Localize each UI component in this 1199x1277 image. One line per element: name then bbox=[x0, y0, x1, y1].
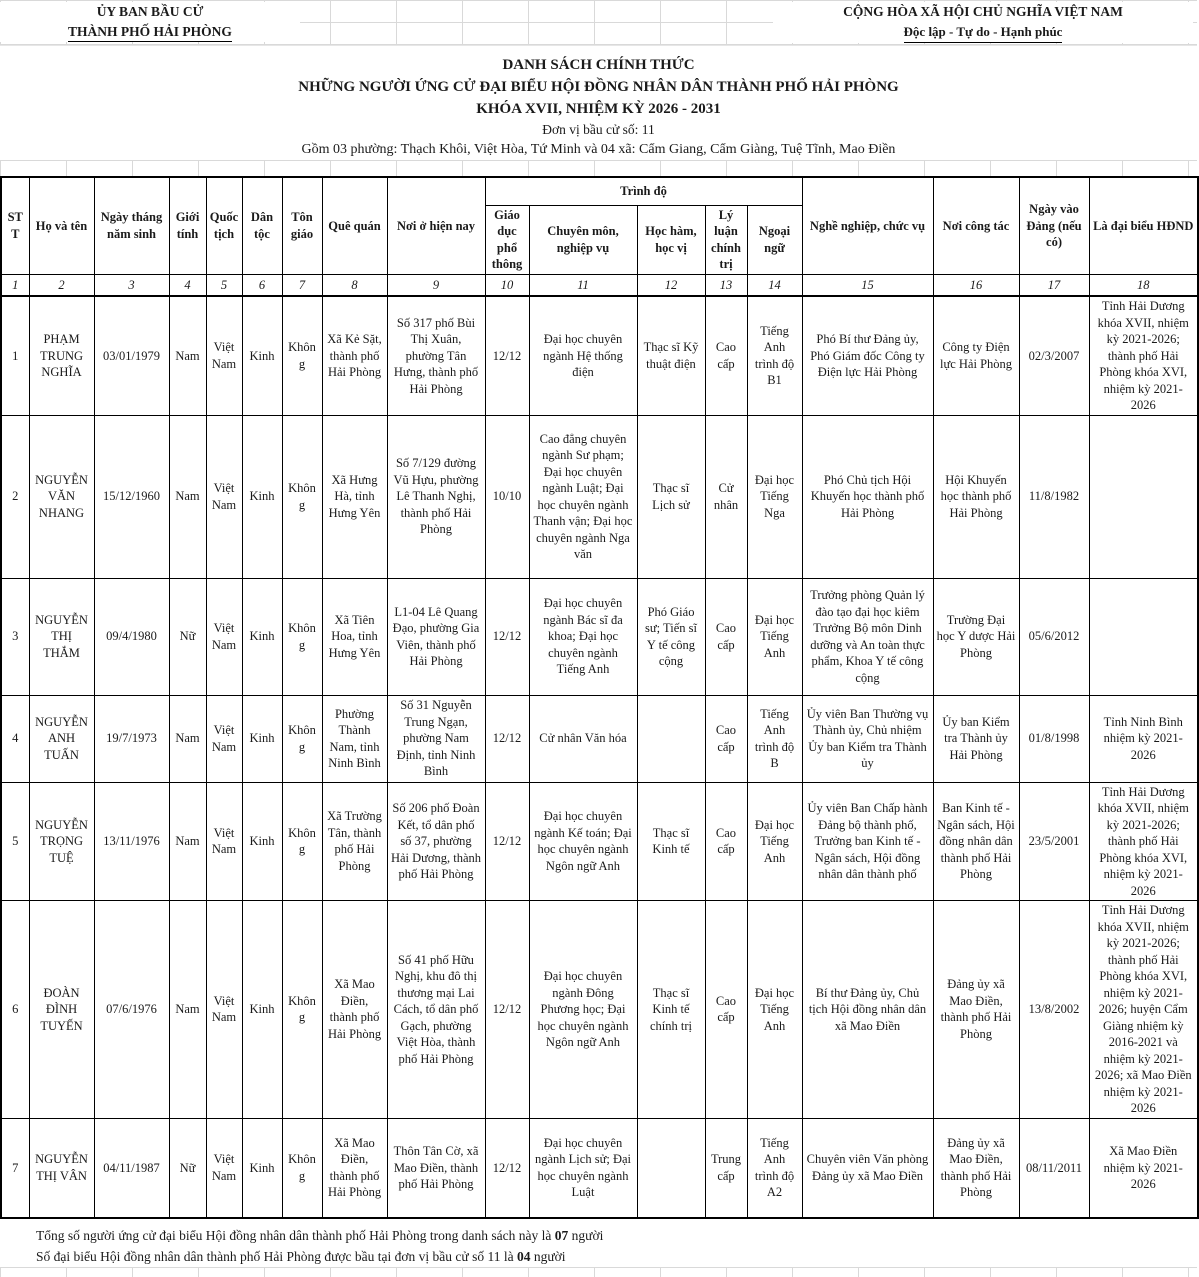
cell-col9: Số 206 phố Đoàn Kết, tổ dân phố số 37, phường Hải Dương, thành phố Hải Phòng bbox=[387, 782, 485, 901]
col-header-gender: Giới tính bbox=[169, 177, 206, 274]
cell-col18: Tỉnh Hải Dương khóa XVII, nhiệm kỳ 2021-2026; thành phố Hải Phòng khóa XVI, nhiệm kỳ 2021-2026 bbox=[1089, 782, 1198, 901]
cell-col15: Chuyên viên Văn phòng Đảng ủy xã Mao Điền bbox=[802, 1118, 933, 1218]
cell-col16: Đảng ủy xã Mao Điền, thành phố Hải Phòng bbox=[933, 901, 1019, 1119]
cell-col17: 23/5/2001 bbox=[1019, 782, 1089, 901]
table-row bbox=[1, 296, 1198, 415]
cell-col5: Việt Nam bbox=[206, 695, 242, 782]
column-number: 18 bbox=[1089, 274, 1198, 296]
cell-col11: Đại học chuyên ngành Hệ thống điện bbox=[529, 296, 637, 415]
col-header-council-member: Là đại biểu HĐND bbox=[1089, 177, 1198, 274]
cell-col8: Xã Trường Tân, thành phố Hải Phòng bbox=[322, 782, 387, 901]
cell-col18: Xã Mao Điền nhiệm kỳ 2021-2026 bbox=[1089, 1118, 1198, 1218]
national-motto-line2: Độc lập - Tự do - Hạnh phúc bbox=[904, 23, 1063, 43]
cell-col2: ĐOÀN ĐÌNH TUYẾN bbox=[29, 901, 94, 1119]
cell-col12: Thạc sĩ Kinh tế chính trị bbox=[637, 901, 705, 1119]
cell-col2: PHẠM TRUNG NGHĨA bbox=[29, 296, 94, 415]
wards-communes-line: Gồm 03 phường: Thạch Khôi, Việt Hòa, Tứ Minh và 04 xã: Cẩm Giang, Cẩm Giàng, Tuệ Tĩnh, Mao Điền bbox=[301, 142, 896, 157]
column-number: 10 bbox=[485, 274, 529, 296]
column-number: 14 bbox=[747, 274, 802, 296]
cell-col12: Phó Giáo sư; Tiến sĩ Y tế công cộng bbox=[637, 578, 705, 695]
cell-col12 bbox=[637, 695, 705, 782]
title-line1: DANH SÁCH CHÍNH THỨC bbox=[502, 57, 695, 73]
cell-col13: Cử nhân bbox=[705, 415, 747, 578]
cell-col15: Bí thư Đảng ủy, Chủ tịch Hội đồng nhân dân xã Mao Điền bbox=[802, 901, 933, 1119]
cell-col5: Việt Nam bbox=[206, 296, 242, 415]
col-header-political-theory: Lý luận chính trị bbox=[705, 205, 747, 274]
cell-col13: Cao cấp bbox=[705, 782, 747, 901]
col-header-education: Giáo dục phổ thông bbox=[485, 205, 529, 274]
cell-col18: Tỉnh Hải Dương khóa XVII, nhiệm kỳ 2021-2026; thành phố Hải Phòng khóa XVI, nhiệm kỳ 2021-2026 bbox=[1089, 296, 1198, 415]
cell-col15: Trưởng phòng Quản lý đào tạo đại học kiêm Trưởng Bộ môn Dinh dưỡng và An toàn thực phẩm, Khoa Y tế công cộng bbox=[802, 578, 933, 695]
cell-col6: Kinh bbox=[242, 901, 282, 1119]
cell-col4: Nam bbox=[169, 415, 206, 578]
cell-col7: Không bbox=[282, 578, 322, 695]
table-header bbox=[1, 177, 1198, 296]
column-number: 12 bbox=[637, 274, 705, 296]
cell-col13: Cao cấp bbox=[705, 695, 747, 782]
table-row bbox=[1, 695, 1198, 782]
col-header-stt: STT bbox=[1, 177, 29, 274]
cell-col6: Kinh bbox=[242, 578, 282, 695]
cell-col4: Nữ bbox=[169, 1118, 206, 1218]
cell-col2: NGUYỄN THỊ VÂN bbox=[29, 1118, 94, 1218]
cell-col10: 12/12 bbox=[485, 695, 529, 782]
cell-col10: 12/12 bbox=[485, 901, 529, 1119]
cell-col11: Đại học chuyên ngành Kế toán; Đại học chuyên ngành Ngôn ngữ Anh bbox=[529, 782, 637, 901]
cell-col7: Không bbox=[282, 415, 322, 578]
cell-col7: Không bbox=[282, 1118, 322, 1218]
cell-col10: 12/12 bbox=[485, 578, 529, 695]
grid-spacer-bottom bbox=[0, 1267, 1197, 1277]
total-candidates-count: 07 bbox=[554, 1228, 569, 1243]
cell-col11: Đại học chuyên ngành Bác sĩ đa khoa; Đại học chuyên ngành Tiếng Anh bbox=[529, 578, 637, 695]
cell-col14: Tiếng Anh trình độ A2 bbox=[747, 1118, 802, 1218]
column-number: 5 bbox=[206, 274, 242, 296]
cell-col5: Việt Nam bbox=[206, 415, 242, 578]
cell-col4: Nam bbox=[169, 695, 206, 782]
column-number: 13 bbox=[705, 274, 747, 296]
column-number: 1 bbox=[1, 274, 29, 296]
cell-col17: 08/11/2011 bbox=[1019, 1118, 1089, 1218]
document-title bbox=[0, 46, 1197, 160]
cell-col1: 1 bbox=[1, 296, 29, 415]
footer-seats-elected: Số đại biểu Hội đồng nhân dân thành phố Hải Phòng được bầu tại đơn vị bầu cử số 11 là 04 người bbox=[36, 1249, 566, 1264]
cell-col15: Phó Chủ tịch Hội Khuyến học thành phố Hải Phòng bbox=[802, 415, 933, 578]
column-number: 7 bbox=[282, 274, 322, 296]
cell-col13: Trung cấp bbox=[705, 1118, 747, 1218]
cell-col18 bbox=[1089, 578, 1198, 695]
column-numbers-row bbox=[1, 274, 1198, 296]
cell-col3: 13/11/1976 bbox=[94, 782, 169, 901]
table-row bbox=[1, 415, 1198, 578]
cell-col9: Số 7/129 đường Vũ Hựu, phường Lê Thanh Nghị, thành phố Hải Phòng bbox=[387, 415, 485, 578]
letterhead bbox=[0, 0, 1197, 46]
title-line3: KHÓA XVII, NHIỆM KỲ 2026 - 2031 bbox=[476, 101, 721, 117]
cell-col5: Việt Nam bbox=[206, 1118, 242, 1218]
seats-count: 04 bbox=[516, 1249, 531, 1264]
cell-col5: Việt Nam bbox=[206, 901, 242, 1119]
cell-col16: Đảng ủy xã Mao Điền, thành phố Hải Phòng bbox=[933, 1118, 1019, 1218]
cell-col9: Thôn Tân Cờ, xã Mao Điền, thành phố Hải Phòng bbox=[387, 1118, 485, 1218]
column-number: 3 bbox=[94, 274, 169, 296]
cell-col6: Kinh bbox=[242, 695, 282, 782]
cell-col17: 02/3/2007 bbox=[1019, 296, 1089, 415]
cell-col3: 03/01/1979 bbox=[94, 296, 169, 415]
cell-col1: 7 bbox=[1, 1118, 29, 1218]
col-header-workplace: Nơi công tác bbox=[933, 177, 1019, 274]
national-motto-line1: CỘNG HÒA XÃ HỘI CHỦ NGHĨA VIỆT NAM bbox=[843, 4, 1123, 19]
summary-footer bbox=[0, 1219, 1197, 1267]
cell-col8: Xã Hưng Hà, tỉnh Hưng Yên bbox=[322, 415, 387, 578]
cell-col6: Kinh bbox=[242, 1118, 282, 1218]
cell-col17: 01/8/1998 bbox=[1019, 695, 1089, 782]
col-header-profession: Chuyên môn, nghiệp vụ bbox=[529, 205, 637, 274]
cell-col3: 09/4/1980 bbox=[94, 578, 169, 695]
cell-col6: Kinh bbox=[242, 296, 282, 415]
cell-col8: Xã Tiên Hoa, tỉnh Hưng Yên bbox=[322, 578, 387, 695]
col-header-foreign-language: Ngoại ngữ bbox=[747, 205, 802, 274]
column-number: 17 bbox=[1019, 274, 1089, 296]
cell-col11: Đại học chuyên ngành Đông Phương học; Đại học chuyên ngành Ngôn ngữ Anh bbox=[529, 901, 637, 1119]
col-header-nationality: Quốc tịch bbox=[206, 177, 242, 274]
cell-col1: 3 bbox=[1, 578, 29, 695]
cell-col16: Công ty Điện lực Hải Phòng bbox=[933, 296, 1019, 415]
cell-col13: Cao cấp bbox=[705, 296, 747, 415]
cell-col14: Đại học Tiếng Anh bbox=[747, 901, 802, 1119]
cell-col9: Số 317 phố Bùi Thị Xuân, phường Tân Hưng, thành phố Hải Phòng bbox=[387, 296, 485, 415]
cell-col15: Ủy viên Ban Chấp hành Đảng bộ thành phố, Trưởng ban Kinh tế - Ngân sách, Hội đồng nhân dân thành phố bbox=[802, 782, 933, 901]
cell-col2: NGUYỄN VĂN NHANG bbox=[29, 415, 94, 578]
cell-col14: Đại học Tiếng Nga bbox=[747, 415, 802, 578]
cell-col16: Ủy ban Kiểm tra Thành ủy Hải Phòng bbox=[933, 695, 1019, 782]
cell-col8: Xã Kẻ Sặt, thành phố Hải Phòng bbox=[322, 296, 387, 415]
col-header-name: Họ và tên bbox=[29, 177, 94, 274]
cell-col12 bbox=[637, 1118, 705, 1218]
cell-col3: 07/6/1976 bbox=[94, 901, 169, 1119]
col-header-hometown: Quê quán bbox=[322, 177, 387, 274]
column-number: 15 bbox=[802, 274, 933, 296]
cell-col4: Nam bbox=[169, 782, 206, 901]
table-body bbox=[1, 296, 1198, 1218]
cell-col15: Ủy viên Ban Thường vụ Thành ủy, Chủ nhiệm Ủy ban Kiểm tra Thành ủy bbox=[802, 695, 933, 782]
cell-col12: Thạc sĩ Kỹ thuật điện bbox=[637, 296, 705, 415]
cell-col4: Nữ bbox=[169, 578, 206, 695]
cell-col3: 19/7/1973 bbox=[94, 695, 169, 782]
cell-col18 bbox=[1089, 415, 1198, 578]
cell-col8: Phường Thành Nam, tỉnh Ninh Bình bbox=[322, 695, 387, 782]
cell-col16: Hội Khuyến học thành phố Hải Phòng bbox=[933, 415, 1019, 578]
cell-col6: Kinh bbox=[242, 415, 282, 578]
cell-col14: Đại học Tiếng Anh bbox=[747, 578, 802, 695]
cell-col13: Cao cấp bbox=[705, 578, 747, 695]
cell-col2: NGUYỄN TRỌNG TUỆ bbox=[29, 782, 94, 901]
cell-col5: Việt Nam bbox=[206, 578, 242, 695]
cell-col7: Không bbox=[282, 695, 322, 782]
col-header-occupation: Nghề nghiệp, chức vụ bbox=[802, 177, 933, 274]
column-number: 16 bbox=[933, 274, 1019, 296]
col-group-qualifications: Trình độ bbox=[485, 177, 802, 205]
cell-col9: Số 41 phố Hữu Nghị, khu đô thị thương mại Lai Cách, tổ dân phố Gạch, phường Việt Hòa, thành phố Hải Phòng bbox=[387, 901, 485, 1119]
col-header-religion: Tôn giáo bbox=[282, 177, 322, 274]
candidates-table bbox=[0, 176, 1199, 1219]
col-header-academic: Học hàm, học vị bbox=[637, 205, 705, 274]
column-number: 6 bbox=[242, 274, 282, 296]
cell-col10: 12/12 bbox=[485, 782, 529, 901]
org-name-line1: ỦY BAN BẦU CỬ bbox=[96, 4, 204, 19]
cell-col14: Tiếng Anh trình độ B1 bbox=[747, 296, 802, 415]
cell-col4: Nam bbox=[169, 901, 206, 1119]
cell-col7: Không bbox=[282, 296, 322, 415]
cell-col18: Tỉnh Hải Dương khóa XVII, nhiệm kỳ 2021-2026; thành phố Hải Phòng khóa XVI, nhiệm kỳ 2021-2026; huyện Cẩm Giàng nhiệm kỳ 2016-2021 và nhiệm kỳ 2021-2026; xã Mao Điền nhiệm kỳ 2021-2026 bbox=[1089, 901, 1198, 1119]
cell-col10: 12/12 bbox=[485, 1118, 529, 1218]
table-row bbox=[1, 901, 1198, 1119]
cell-col16: Ban Kinh tế - Ngân sách, Hội đồng nhân dân thành phố Hải Phòng bbox=[933, 782, 1019, 901]
cell-col17: 11/8/1982 bbox=[1019, 415, 1089, 578]
col-header-ethnicity: Dân tộc bbox=[242, 177, 282, 274]
cell-col11: Cao đẳng chuyên ngành Sư phạm; Đại học chuyên ngành Luật; Đại học chuyên ngành Thanh vận; Đại học chuyên ngành Nga văn bbox=[529, 415, 637, 578]
cell-col1: 2 bbox=[1, 415, 29, 578]
cell-col11: Cử nhân Văn hóa bbox=[529, 695, 637, 782]
column-number: 9 bbox=[387, 274, 485, 296]
cell-col12: Thạc sĩ Kinh tế bbox=[637, 782, 705, 901]
cell-col8: Xã Mao Điền, thành phố Hải Phòng bbox=[322, 901, 387, 1119]
cell-col1: 4 bbox=[1, 695, 29, 782]
title-line2: NHỮNG NGƯỜI ỨNG CỬ ĐẠI BIỂU HỘI ĐỒNG NHÂN DÂN THÀNH PHỐ HẢI PHÒNG bbox=[298, 79, 899, 95]
cell-col14: Đại học Tiếng Anh bbox=[747, 782, 802, 901]
election-unit-line: Đơn vị bầu cử số: 11 bbox=[542, 122, 655, 137]
cell-col5: Việt Nam bbox=[206, 782, 242, 901]
column-number: 2 bbox=[29, 274, 94, 296]
cell-col10: 10/10 bbox=[485, 415, 529, 578]
table-row bbox=[1, 1118, 1198, 1218]
cell-col14: Tiếng Anh trình độ B bbox=[747, 695, 802, 782]
cell-col3: 04/11/1987 bbox=[94, 1118, 169, 1218]
cell-col2: NGUYỄN ANH TUẤN bbox=[29, 695, 94, 782]
cell-col7: Không bbox=[282, 901, 322, 1119]
cell-col13: Cao cấp bbox=[705, 901, 747, 1119]
table-row bbox=[1, 782, 1198, 901]
cell-col9: L1-04 Lê Quang Đạo, phường Gia Viên, thành phố Hải Phòng bbox=[387, 578, 485, 695]
cell-col12: Thạc sĩ Lịch sử bbox=[637, 415, 705, 578]
grid-spacer bbox=[0, 160, 1197, 176]
cell-col6: Kinh bbox=[242, 782, 282, 901]
col-header-party-date: Ngày vào Đảng (nếu có) bbox=[1019, 177, 1089, 274]
cell-col3: 15/12/1960 bbox=[94, 415, 169, 578]
cell-col1: 5 bbox=[1, 782, 29, 901]
cell-col16: Trường Đại học Y dược Hải Phòng bbox=[933, 578, 1019, 695]
issuing-authority bbox=[0, 2, 300, 42]
cell-col15: Phó Bí thư Đảng ủy, Phó Giám đốc Công ty Điện lực Hải Phòng bbox=[802, 296, 933, 415]
column-number: 4 bbox=[169, 274, 206, 296]
footer-total-candidates: Tổng số người ứng cử đại biểu Hội đồng nhân dân thành phố Hải Phòng trong danh sách này là 07 người bbox=[36, 1228, 604, 1243]
table-row bbox=[1, 578, 1198, 695]
cell-col18: Tỉnh Ninh Bình nhiệm kỳ 2021-2026 bbox=[1089, 695, 1198, 782]
column-number: 11 bbox=[529, 274, 637, 296]
org-name-line2: THÀNH PHỐ HẢI PHÒNG bbox=[68, 23, 232, 42]
cell-col1: 6 bbox=[1, 901, 29, 1119]
national-header bbox=[773, 2, 1193, 43]
cell-col10: 12/12 bbox=[485, 296, 529, 415]
cell-col2: NGUYỄN THỊ THẮM bbox=[29, 578, 94, 695]
col-header-residence: Nơi ở hiện nay bbox=[387, 177, 485, 274]
cell-col17: 13/8/2002 bbox=[1019, 901, 1089, 1119]
cell-col9: Số 31 Nguyễn Trung Ngạn, phường Nam Định, tỉnh Ninh Bình bbox=[387, 695, 485, 782]
cell-col7: Không bbox=[282, 782, 322, 901]
cell-col17: 05/6/2012 bbox=[1019, 578, 1089, 695]
col-header-dob: Ngày tháng năm sinh bbox=[94, 177, 169, 274]
cell-col8: Xã Mao Điền, thành phố Hải Phòng bbox=[322, 1118, 387, 1218]
cell-col11: Đại học chuyên ngành Lịch sử; Đại học chuyên ngành Luật bbox=[529, 1118, 637, 1218]
cell-col4: Nam bbox=[169, 296, 206, 415]
column-number: 8 bbox=[322, 274, 387, 296]
